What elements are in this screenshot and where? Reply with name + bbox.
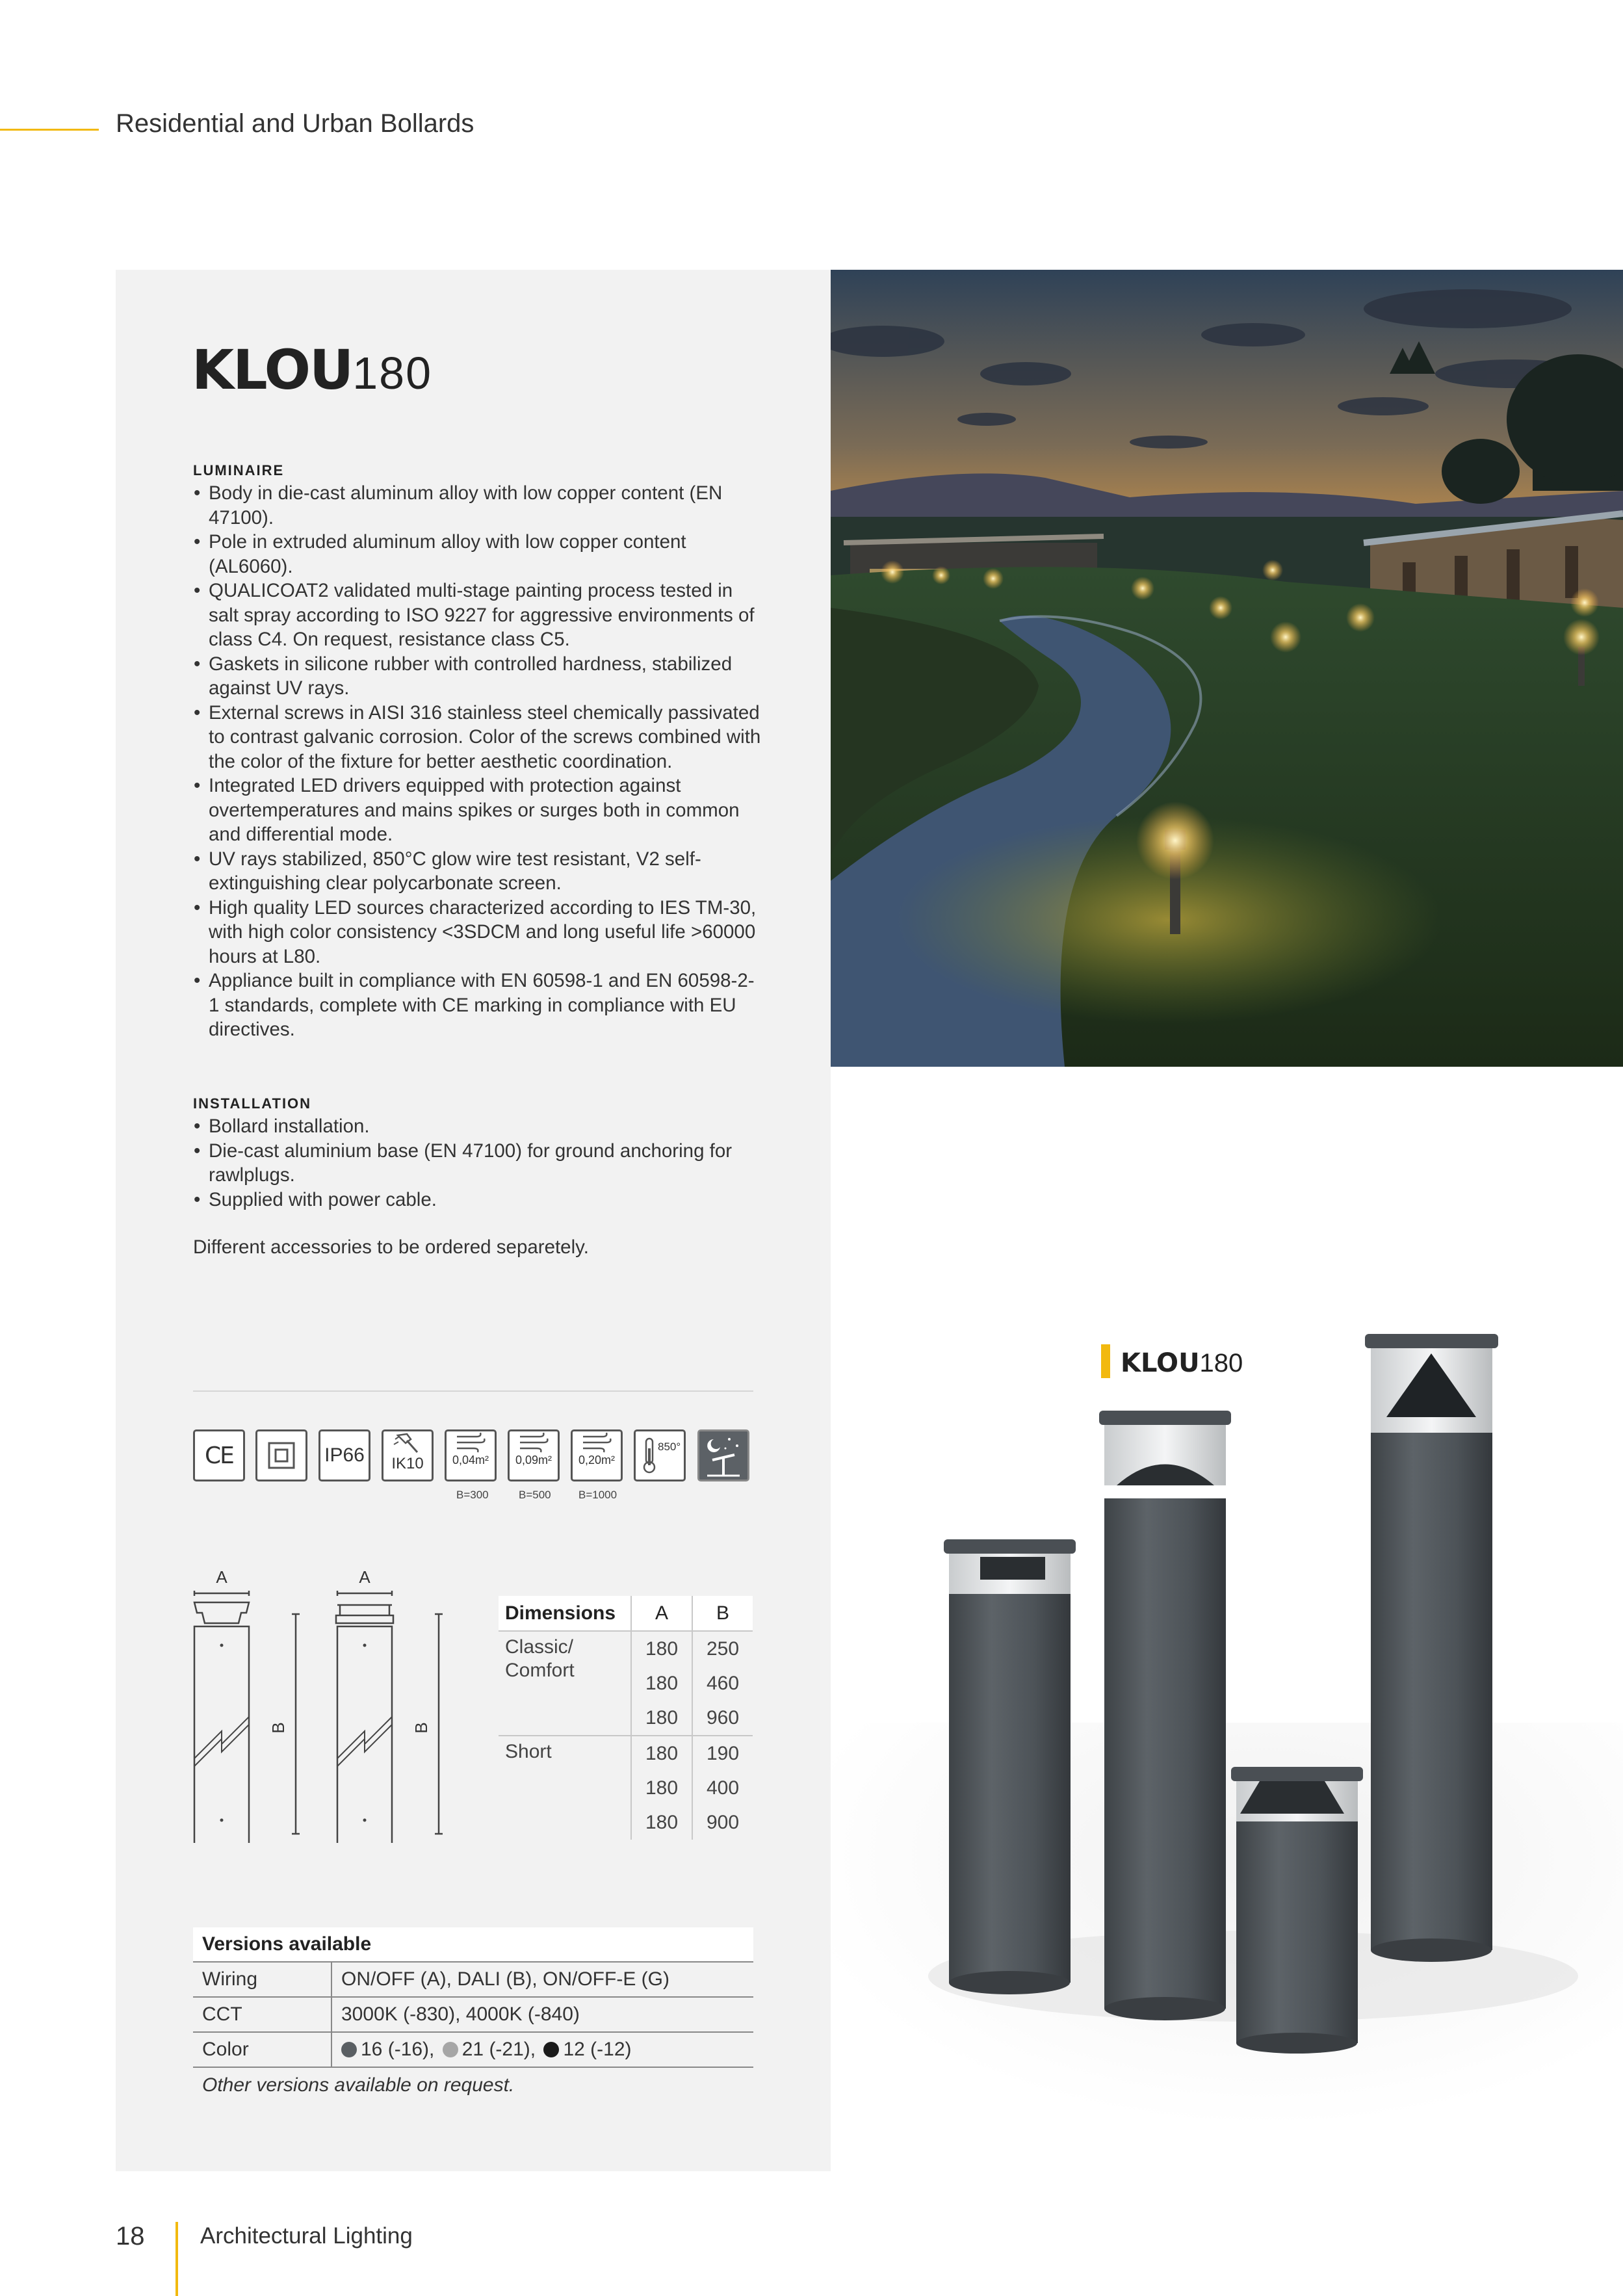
group-label: Short: [505, 1741, 552, 1762]
list-item: • Bollard installation.: [192, 1114, 764, 1139]
cct-label: CCT: [193, 1998, 332, 2031]
night-sky-icon: [697, 1429, 749, 1481]
section-title: Residential and Urban Bollards: [116, 109, 474, 138]
list-item: • QUALICOAT2 validated multi-stage painting process tested in salt spray according to ISO 9227 for aggressive environments of class C4. On request, resistance class C5.: [192, 579, 764, 652]
wind-area-icon: 0,04m²: [445, 1429, 497, 1481]
dimensions-header: Dimensions: [499, 1596, 631, 1631]
thermometer-icon: [641, 1437, 658, 1474]
versions-title: Versions available: [193, 1927, 753, 1963]
color-option: 21 (-21),: [461, 2039, 536, 2060]
color-options: [332, 2033, 632, 2067]
luminaire-list: [192, 481, 764, 1042]
ik-rating-badge: IK10: [382, 1429, 434, 1481]
table-cell: 400: [692, 1771, 753, 1805]
dimension-drawing: [185, 1563, 458, 1843]
list-item: • Die-cast aluminium base (EN 47100) for ground anchoring for rawlplugs.: [192, 1139, 764, 1188]
wiring-value: ON/OFF (A), DALI (B), ON/OFF-E (G): [341, 1968, 669, 1990]
wind-area-icon: 0,20m²: [571, 1429, 623, 1481]
product-image: [831, 1320, 1623, 2171]
table-cell: 180: [631, 1701, 692, 1736]
color-label: Color: [193, 2033, 332, 2067]
footer-title: Architectural Lighting: [200, 2223, 413, 2249]
page-number: 18: [116, 2222, 145, 2250]
product-title: [192, 338, 432, 402]
accessories-note: Different accessories to be ordered separetely.: [193, 1236, 589, 1258]
drawing-label-b: B: [411, 1722, 431, 1734]
wind-b-label: B=300: [456, 1489, 489, 1501]
color-swatch: [341, 2042, 357, 2057]
table-cell: 180: [631, 1805, 692, 1840]
list-item: • Body in die-cast aluminum alloy with low copper content (EN 47100).: [192, 481, 764, 530]
table-row: [193, 2033, 753, 2068]
table-row: [499, 1736, 753, 1771]
wind-area-icon: 0,09m²: [508, 1429, 560, 1481]
group-label: Classic/ Comfort: [505, 1636, 575, 1681]
cct-value: 3000K (-830), 4000K (-840): [341, 2003, 580, 2025]
list-item: • Gaskets in silicone rubber with controlled hardness, stabilized against UV rays.: [192, 652, 764, 701]
header-rule: [0, 129, 99, 131]
list-item: • Appliance built in compliance with EN 60598-1 and EN 60598-2-1 standards, complete with CE marking in compliance with EU directives.: [192, 969, 764, 1042]
color-option: 16 (-16),: [361, 2039, 435, 2060]
list-item: • UV rays stabilized, 850°C glow wire test resistant, V2 self-extinguishing clear polycarbonate screen.: [192, 847, 764, 896]
installation-list: [192, 1114, 764, 1212]
product-label: KLOU180: [1101, 1344, 1243, 1378]
column-a-header: A: [631, 1596, 692, 1631]
class-ii-icon: [255, 1429, 307, 1481]
wind-b-label: B=1000: [578, 1489, 617, 1501]
versions-table: [193, 1927, 753, 2103]
color-swatch: [443, 2042, 458, 2057]
table-cell: 180: [631, 1771, 692, 1805]
color-option: 12 (-12): [563, 2039, 632, 2060]
list-item: • Supplied with power cable.: [192, 1188, 764, 1212]
table-cell: 180: [631, 1631, 692, 1666]
wind-b-label: B=500: [519, 1489, 551, 1501]
hammer-icon: [393, 1431, 422, 1456]
table-cell: 960: [692, 1701, 753, 1736]
installation-heading: INSTALLATION: [193, 1095, 312, 1112]
dimensions-table: [499, 1596, 753, 1840]
table-row: [193, 1998, 753, 2033]
table-row: [499, 1631, 753, 1666]
divider: [193, 1390, 753, 1392]
drawing-label-a: A: [216, 1567, 227, 1587]
table-cell: 180: [631, 1736, 692, 1771]
product-name: KLOU: [192, 338, 353, 402]
list-item: • Pole in extruded aluminum alloy with low copper content (AL6060).: [192, 530, 764, 579]
table-cell: 900: [692, 1805, 753, 1840]
luminaire-heading: LUMINAIRE: [193, 462, 285, 478]
column-b-header: B: [692, 1596, 753, 1631]
table-cell: 460: [692, 1666, 753, 1701]
list-item: • High quality LED sources characterized according to IES TM-30, with high color consistency <3SDCM and long useful life >60000 hours at L80.: [192, 896, 764, 969]
hero-photo: [831, 270, 1623, 1067]
table-cell: 180: [631, 1666, 692, 1701]
versions-note: Other versions available on request.: [202, 2074, 515, 2096]
table-cell: 250: [692, 1631, 753, 1666]
ip-rating-badge: IP66: [318, 1429, 370, 1481]
footer-rule: [175, 2222, 178, 2296]
table-row: [193, 1963, 753, 1998]
product-size: 180: [352, 348, 433, 398]
ce-mark-icon: CE: [193, 1429, 245, 1481]
glow-wire-icon: 850°: [634, 1429, 686, 1481]
drawing-label-b: B: [268, 1722, 288, 1734]
color-swatch: [543, 2042, 559, 2057]
list-item: • External screws in AISI 316 stainless steel chemically passivated to contrast galvanic corrosion. Color of the screws combined with the color of the fixture for better aesthetic coordination.: [192, 701, 764, 774]
list-item: • Integrated LED drivers equipped with protection against overtemperatures and mains spikes or surges both in common and differential mode.: [192, 774, 764, 847]
drawing-label-a: A: [359, 1567, 370, 1587]
wiring-label: Wiring: [193, 1963, 332, 1996]
table-cell: 190: [692, 1736, 753, 1771]
